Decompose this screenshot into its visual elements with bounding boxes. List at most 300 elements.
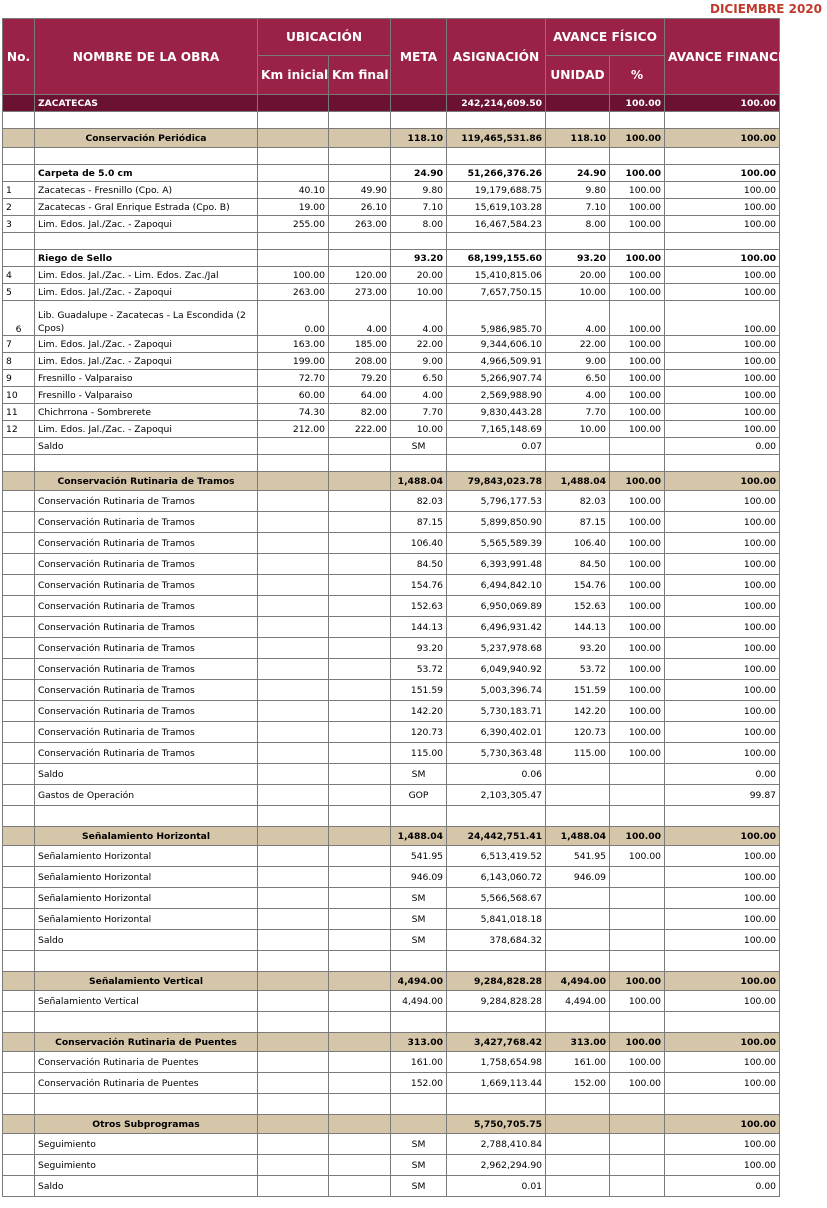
cell-no	[3, 250, 35, 267]
table-row	[3, 387, 780, 404]
cell-km-final	[329, 165, 391, 182]
cell-unidad	[546, 764, 610, 785]
table-row	[3, 680, 780, 701]
cell-unidad	[546, 888, 610, 909]
cell-asignacion: 0.07	[447, 438, 546, 455]
cell-avance-financiero: 100.00	[665, 404, 780, 421]
cell-unidad: 53.72	[546, 659, 610, 680]
cell-meta	[391, 1094, 447, 1115]
cell-no: 7	[3, 336, 35, 353]
cell-unidad	[546, 1134, 610, 1155]
cell-km-inicial	[258, 659, 329, 680]
cell-avance-financiero	[665, 806, 780, 827]
cell-km-final	[329, 785, 391, 806]
cell-avance-financiero: 100.00	[665, 617, 780, 638]
cell-unidad: 4,494.00	[546, 991, 610, 1012]
cell-km-final: 120.00	[329, 267, 391, 284]
header-km-inicial: Km inicial	[258, 56, 329, 95]
cell-pct	[610, 867, 665, 888]
table-row	[3, 491, 780, 512]
cell-unidad: 152.00	[546, 1073, 610, 1094]
cell-pct: 100.00	[610, 1073, 665, 1094]
program-row	[3, 129, 780, 148]
cell-asignacion: 19,179,688.75	[447, 182, 546, 199]
cell-km-inicial: 163.00	[258, 336, 329, 353]
cell-nombre: Conservación Rutinaria de Tramos	[35, 722, 258, 743]
cell-pct: 100.00	[610, 199, 665, 216]
cell-pct	[610, 785, 665, 806]
cell-meta: 144.13	[391, 617, 447, 638]
cell-meta: 161.00	[391, 1052, 447, 1073]
cell-unidad: 9.00	[546, 353, 610, 370]
cell-asignacion: 242,214,609.50	[447, 95, 546, 112]
cell-pct: 100.00	[610, 722, 665, 743]
cell-nombre: Saldo	[35, 930, 258, 951]
cell-km-final	[329, 827, 391, 846]
cell-no	[3, 438, 35, 455]
cell-unidad: 10.00	[546, 284, 610, 301]
cell-unidad: 118.10	[546, 129, 610, 148]
cell-pct	[610, 1012, 665, 1033]
cell-no	[3, 1052, 35, 1073]
cell-nombre: Señalamiento Vertical	[35, 972, 258, 991]
cell-pct: 100.00	[610, 680, 665, 701]
cell-asignacion: 9,830,443.28	[447, 404, 546, 421]
cell-pct: 100.00	[610, 554, 665, 575]
cell-no: 9	[3, 370, 35, 387]
cell-meta: SM	[391, 930, 447, 951]
cell-nombre: Señalamiento Horizontal	[35, 846, 258, 867]
cell-meta: SM	[391, 1176, 447, 1197]
cell-km-inicial: 72.70	[258, 370, 329, 387]
cell-asignacion: 79,843,023.78	[447, 472, 546, 491]
header-nombre: NOMBRE DE LA OBRA	[35, 19, 258, 95]
cell-km-final: 222.00	[329, 421, 391, 438]
program-row	[3, 827, 780, 846]
cell-nombre: Señalamiento Vertical	[35, 991, 258, 1012]
cell-unidad: 151.59	[546, 680, 610, 701]
cell-nombre: Conservación Rutinaria de Tramos	[35, 575, 258, 596]
cell-km-final: 4.00	[329, 301, 391, 336]
cell-avance-financiero: 100.00	[665, 533, 780, 554]
cell-km-inicial	[258, 165, 329, 182]
cell-km-final	[329, 806, 391, 827]
cell-avance-financiero: 0.00	[665, 1176, 780, 1197]
cell-km-inicial	[258, 1094, 329, 1115]
cell-km-inicial	[258, 722, 329, 743]
cell-nombre: Conservación Rutinaria de Tramos	[35, 617, 258, 638]
cell-asignacion	[447, 148, 546, 165]
table-row	[3, 659, 780, 680]
cell-km-final	[329, 1033, 391, 1052]
cell-asignacion: 0.06	[447, 764, 546, 785]
cell-km-inicial	[258, 112, 329, 129]
cell-km-final	[329, 533, 391, 554]
cell-no: 6	[3, 301, 35, 336]
cell-no: 5	[3, 284, 35, 301]
cell-no: 3	[3, 216, 35, 233]
cell-nombre: Lim. Edos. Jal./Zac. - Zapoqui	[35, 336, 258, 353]
cell-no	[3, 1073, 35, 1094]
cell-no	[3, 1176, 35, 1197]
cell-unidad: 7.10	[546, 199, 610, 216]
cell-unidad	[546, 1012, 610, 1033]
cell-meta: SM	[391, 764, 447, 785]
cell-nombre: Lim. Edos. Jal./Zac. - Zapoqui	[35, 421, 258, 438]
cell-km-final	[329, 1115, 391, 1134]
cell-unidad: 93.20	[546, 250, 610, 267]
cell-meta: 142.20	[391, 701, 447, 722]
program-row	[3, 472, 780, 491]
cell-km-final	[329, 233, 391, 250]
cell-nombre: Fresnillo - Valparaiso	[35, 387, 258, 404]
cell-avance-financiero: 100.00	[665, 867, 780, 888]
cell-meta	[391, 951, 447, 972]
cell-meta	[391, 233, 447, 250]
cell-km-inicial: 74.30	[258, 404, 329, 421]
cell-unidad: 120.73	[546, 722, 610, 743]
cell-nombre: Lim. Edos. Jal./Zac. - Lim. Edos. Zac./Jal	[35, 267, 258, 284]
table-row	[3, 512, 780, 533]
cell-pct	[610, 438, 665, 455]
table-row	[3, 1073, 780, 1094]
table-row	[3, 1052, 780, 1073]
cell-avance-financiero: 100.00	[665, 129, 780, 148]
cell-km-final: 26.10	[329, 199, 391, 216]
cell-km-final	[329, 112, 391, 129]
cell-no	[3, 991, 35, 1012]
cell-unidad	[546, 455, 610, 472]
cell-meta: 152.63	[391, 596, 447, 617]
cell-km-inicial	[258, 1073, 329, 1094]
cell-pct: 100.00	[610, 701, 665, 722]
program-row	[3, 1033, 780, 1052]
cell-avance-financiero: 100.00	[665, 701, 780, 722]
cell-pct	[610, 1115, 665, 1134]
cell-pct: 100.00	[610, 421, 665, 438]
cell-km-inicial: 0.00	[258, 301, 329, 336]
cell-meta	[391, 1115, 447, 1134]
cell-unidad: 24.90	[546, 165, 610, 182]
cell-nombre: Seguimiento	[35, 1155, 258, 1176]
cell-no	[3, 951, 35, 972]
cell-km-final	[329, 95, 391, 112]
cell-asignacion: 9,344,606.10	[447, 336, 546, 353]
cell-meta: 22.00	[391, 336, 447, 353]
cell-meta	[391, 95, 447, 112]
table-row	[3, 867, 780, 888]
table-row	[3, 785, 780, 806]
cell-km-final: 185.00	[329, 336, 391, 353]
cell-pct: 100.00	[610, 1033, 665, 1052]
cell-meta: 4,494.00	[391, 991, 447, 1012]
cell-meta: SM	[391, 438, 447, 455]
cell-km-final	[329, 1155, 391, 1176]
cell-avance-financiero: 100.00	[665, 554, 780, 575]
cell-meta: 10.00	[391, 421, 447, 438]
cell-km-final	[329, 951, 391, 972]
cell-nombre: Conservación Rutinaria de Tramos	[35, 512, 258, 533]
cell-no	[3, 533, 35, 554]
cell-asignacion: 5,730,183.71	[447, 701, 546, 722]
cell-nombre: Conservación Rutinaria de Puentes	[35, 1052, 258, 1073]
cell-nombre: Señalamiento Horizontal	[35, 867, 258, 888]
cell-meta: 9.80	[391, 182, 447, 199]
cell-avance-financiero: 100.00	[665, 1073, 780, 1094]
table-row	[3, 533, 780, 554]
cell-meta: 1,488.04	[391, 472, 447, 491]
cell-meta: 53.72	[391, 659, 447, 680]
cell-asignacion: 6,143,060.72	[447, 867, 546, 888]
cell-km-final	[329, 888, 391, 909]
table-row	[3, 421, 780, 438]
cell-meta: 84.50	[391, 554, 447, 575]
cell-asignacion: 3,427,768.42	[447, 1033, 546, 1052]
cell-nombre: Señalamiento Horizontal	[35, 888, 258, 909]
table-row	[3, 554, 780, 575]
cell-asignacion: 9,284,828.28	[447, 972, 546, 991]
works-table	[2, 18, 827, 1197]
cell-nombre: Zacatecas - Fresnillo (Cpo. A)	[35, 182, 258, 199]
cell-pct: 100.00	[610, 491, 665, 512]
cell-nombre: Lib. Guadalupe - Zacatecas - La Escondida (2 Cpos)	[35, 301, 258, 336]
table-row	[3, 284, 780, 301]
cell-no	[3, 491, 35, 512]
cell-no	[3, 680, 35, 701]
cell-no	[3, 846, 35, 867]
cell-unidad: 154.76	[546, 575, 610, 596]
cell-pct	[610, 1155, 665, 1176]
cell-unidad: 9.80	[546, 182, 610, 199]
table-row	[3, 148, 780, 165]
cell-meta: 151.59	[391, 680, 447, 701]
cell-asignacion	[447, 1012, 546, 1033]
cell-unidad: 6.50	[546, 370, 610, 387]
cell-asignacion: 6,049,940.92	[447, 659, 546, 680]
cell-km-final	[329, 491, 391, 512]
table-row	[3, 267, 780, 284]
cell-meta: SM	[391, 888, 447, 909]
cell-avance-financiero: 0.00	[665, 764, 780, 785]
cell-asignacion: 5,237,978.68	[447, 638, 546, 659]
cell-pct: 100.00	[610, 267, 665, 284]
cell-pct	[610, 1176, 665, 1197]
table-row	[3, 216, 780, 233]
cell-km-inicial	[258, 1052, 329, 1073]
table-row	[3, 182, 780, 199]
cell-asignacion: 5,841,018.18	[447, 909, 546, 930]
cell-km-final	[329, 930, 391, 951]
cell-asignacion: 2,569,988.90	[447, 387, 546, 404]
cell-avance-financiero: 100.00	[665, 267, 780, 284]
cell-asignacion: 5,003,396.74	[447, 680, 546, 701]
cell-unidad: 4.00	[546, 301, 610, 336]
cell-avance-financiero: 100.00	[665, 888, 780, 909]
cell-km-inicial	[258, 909, 329, 930]
cell-km-final: 82.00	[329, 404, 391, 421]
cell-asignacion: 5,730,363.48	[447, 743, 546, 764]
cell-km-final	[329, 701, 391, 722]
cell-pct: 100.00	[610, 991, 665, 1012]
cell-avance-financiero	[665, 455, 780, 472]
cell-avance-financiero: 100.00	[665, 421, 780, 438]
cell-asignacion: 119,465,531.86	[447, 129, 546, 148]
cell-pct	[610, 806, 665, 827]
table-row	[3, 909, 780, 930]
cell-avance-financiero: 100.00	[665, 846, 780, 867]
cell-no	[3, 617, 35, 638]
header-asignacion: ASIGNACIÓN	[447, 19, 546, 95]
cell-pct: 100.00	[610, 250, 665, 267]
cell-km-inicial	[258, 743, 329, 764]
cell-avance-financiero: 100.00	[665, 250, 780, 267]
cell-meta: 93.20	[391, 638, 447, 659]
table-row	[3, 575, 780, 596]
cell-avance-financiero: 100.00	[665, 336, 780, 353]
cell-km-inicial	[258, 827, 329, 846]
cell-km-inicial	[258, 1115, 329, 1134]
cell-pct	[610, 764, 665, 785]
cell-unidad: 4,494.00	[546, 972, 610, 991]
cell-meta: 24.90	[391, 165, 447, 182]
cell-avance-financiero	[665, 233, 780, 250]
cell-km-inicial: 60.00	[258, 387, 329, 404]
cell-meta	[391, 112, 447, 129]
cell-unidad: 115.00	[546, 743, 610, 764]
cell-unidad: 1,488.04	[546, 472, 610, 491]
cell-no	[3, 785, 35, 806]
cell-no	[3, 95, 35, 112]
cell-no	[3, 722, 35, 743]
table-header	[3, 19, 827, 95]
cell-nombre: Otros Subprogramas	[35, 1115, 258, 1134]
cell-nombre	[35, 455, 258, 472]
cell-avance-financiero: 100.00	[665, 827, 780, 846]
cell-no	[3, 764, 35, 785]
cell-asignacion	[447, 951, 546, 972]
cell-meta: 9.00	[391, 353, 447, 370]
cell-no	[3, 909, 35, 930]
cell-no: 12	[3, 421, 35, 438]
cell-asignacion: 9,284,828.28	[447, 991, 546, 1012]
cell-avance-financiero: 100.00	[665, 353, 780, 370]
cell-nombre: Señalamiento Horizontal	[35, 909, 258, 930]
cell-avance-financiero: 100.00	[665, 680, 780, 701]
cell-no	[3, 867, 35, 888]
cell-km-inicial	[258, 617, 329, 638]
cell-pct	[610, 148, 665, 165]
cell-nombre: Conservación Rutinaria de Puentes	[35, 1033, 258, 1052]
cell-pct: 100.00	[610, 182, 665, 199]
cell-meta	[391, 1012, 447, 1033]
cell-avance-financiero: 100.00	[665, 1155, 780, 1176]
cell-km-final	[329, 1073, 391, 1094]
cell-no	[3, 743, 35, 764]
cell-unidad: 84.50	[546, 554, 610, 575]
cell-pct: 100.00	[610, 370, 665, 387]
cell-asignacion: 6,494,842.10	[447, 575, 546, 596]
cell-km-inicial	[258, 930, 329, 951]
cell-km-final	[329, 1052, 391, 1073]
cell-km-inicial	[258, 233, 329, 250]
cell-pct	[610, 909, 665, 930]
cell-unidad: 87.15	[546, 512, 610, 533]
subprogram-row	[3, 250, 780, 267]
cell-km-final	[329, 1134, 391, 1155]
cell-no	[3, 1115, 35, 1134]
cell-meta: 7.70	[391, 404, 447, 421]
cell-unidad: 152.63	[546, 596, 610, 617]
cell-km-final	[329, 455, 391, 472]
cell-avance-financiero: 100.00	[665, 722, 780, 743]
cell-nombre: Conservación Rutinaria de Tramos	[35, 554, 258, 575]
cell-asignacion: 5,899,850.90	[447, 512, 546, 533]
cell-avance-financiero: 100.00	[665, 972, 780, 991]
cell-km-final	[329, 554, 391, 575]
cell-km-inicial	[258, 846, 329, 867]
cell-km-final	[329, 972, 391, 991]
cell-no	[3, 806, 35, 827]
cell-avance-financiero: 100.00	[665, 182, 780, 199]
cell-nombre: Conservación Rutinaria de Tramos	[35, 743, 258, 764]
report-period: DICIEMBRE 2020	[710, 2, 822, 16]
cell-unidad	[546, 1094, 610, 1115]
cell-no	[3, 972, 35, 991]
cell-km-final: 263.00	[329, 216, 391, 233]
cell-unidad	[546, 909, 610, 930]
cell-asignacion: 6,513,419.52	[447, 846, 546, 867]
cell-pct: 100.00	[610, 575, 665, 596]
cell-km-final	[329, 129, 391, 148]
cell-km-inicial	[258, 1176, 329, 1197]
cell-no: 10	[3, 387, 35, 404]
cell-avance-financiero: 100.00	[665, 659, 780, 680]
cell-unidad: 106.40	[546, 533, 610, 554]
cell-meta: 4,494.00	[391, 972, 447, 991]
cell-km-inicial	[258, 1155, 329, 1176]
cell-asignacion	[447, 1094, 546, 1115]
cell-pct: 100.00	[610, 284, 665, 301]
cell-km-final	[329, 764, 391, 785]
cell-km-inicial	[258, 1033, 329, 1052]
cell-unidad: 144.13	[546, 617, 610, 638]
cell-km-inicial	[258, 250, 329, 267]
cell-km-inicial: 212.00	[258, 421, 329, 438]
cell-km-final	[329, 722, 391, 743]
cell-no	[3, 455, 35, 472]
cell-km-inicial	[258, 596, 329, 617]
cell-avance-financiero: 100.00	[665, 301, 780, 336]
cell-unidad: 161.00	[546, 1052, 610, 1073]
cell-km-inicial	[258, 575, 329, 596]
cell-unidad	[546, 951, 610, 972]
cell-km-inicial	[258, 472, 329, 491]
cell-avance-financiero: 100.00	[665, 596, 780, 617]
table-row	[3, 846, 780, 867]
cell-nombre	[35, 951, 258, 972]
cell-pct: 100.00	[610, 336, 665, 353]
table-row	[3, 701, 780, 722]
cell-avance-financiero: 100.00	[665, 472, 780, 491]
cell-km-inicial	[258, 867, 329, 888]
cell-pct	[610, 1134, 665, 1155]
table-row	[3, 991, 780, 1012]
cell-asignacion: 2,788,410.84	[447, 1134, 546, 1155]
cell-unidad	[546, 1155, 610, 1176]
cell-meta: 946.09	[391, 867, 447, 888]
cell-meta	[391, 806, 447, 827]
cell-pct: 100.00	[610, 216, 665, 233]
